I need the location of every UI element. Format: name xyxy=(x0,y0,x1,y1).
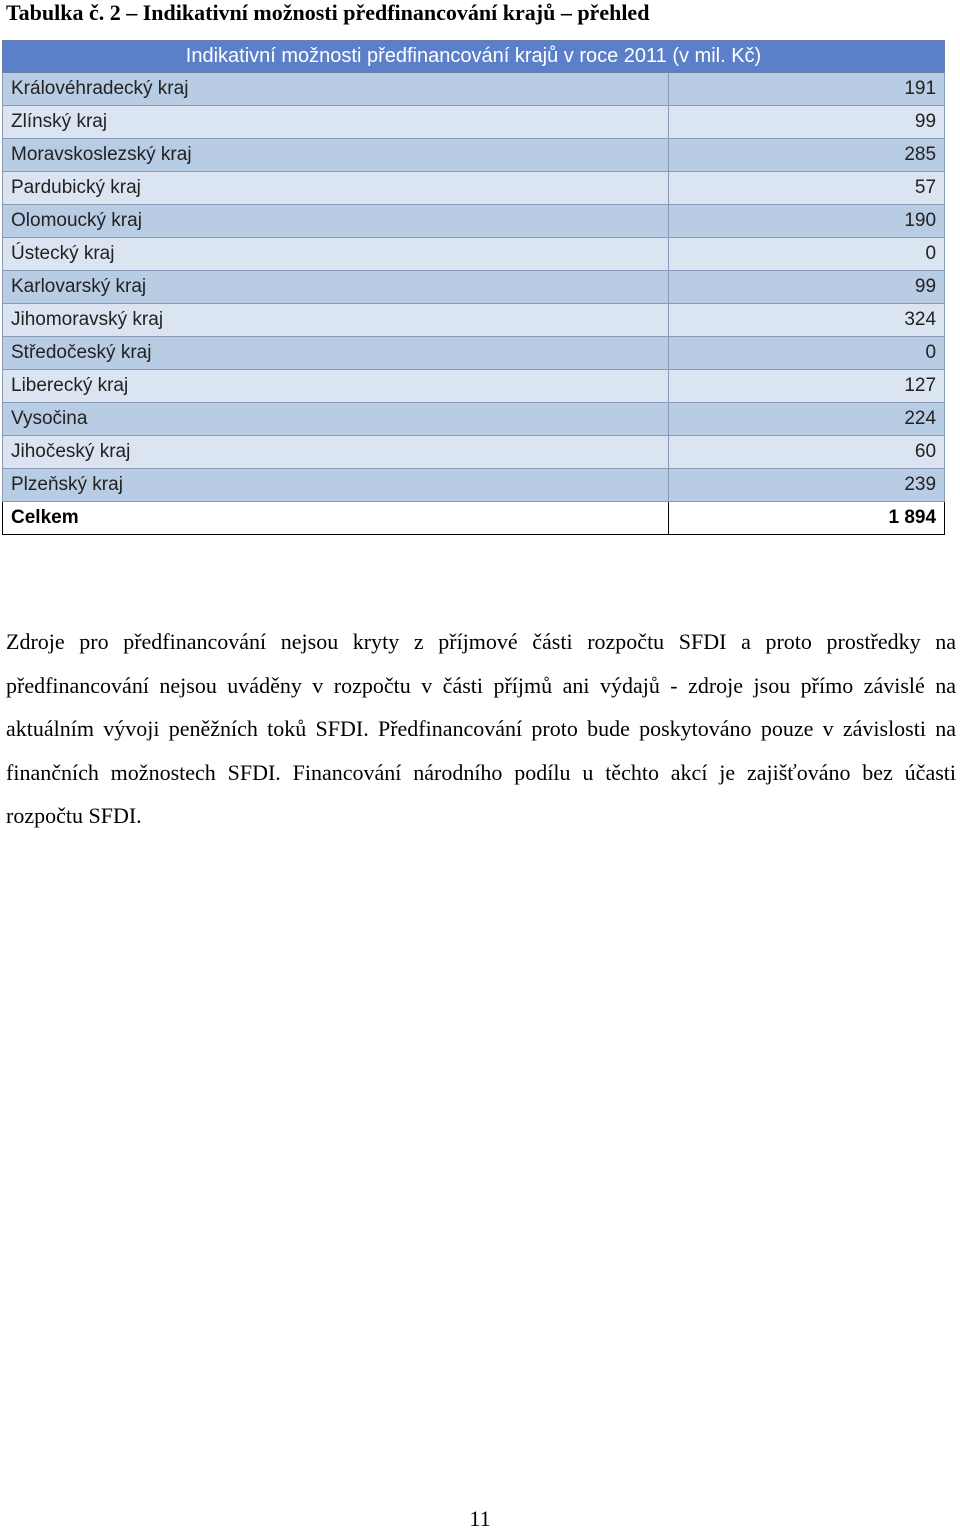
region-value: 0 xyxy=(669,337,945,370)
region-name: Plzeňský kraj xyxy=(3,469,669,502)
table-row xyxy=(3,370,945,403)
region-name: Jihomoravský kraj xyxy=(3,304,669,337)
table-row xyxy=(3,403,945,436)
table-row xyxy=(3,139,945,172)
table-row xyxy=(3,73,945,106)
region-name: Jihočeský kraj xyxy=(3,436,669,469)
table-row xyxy=(3,172,945,205)
table-header: Indikativní možnosti předfinancování krajů v roce 2011 (v mil. Kč) xyxy=(3,41,945,73)
region-value: 60 xyxy=(669,436,945,469)
table-row xyxy=(3,271,945,304)
total-row xyxy=(3,502,945,535)
region-value: 99 xyxy=(669,106,945,139)
region-value: 99 xyxy=(669,271,945,304)
total-label: Celkem xyxy=(3,502,669,535)
region-name: Olomoucký kraj xyxy=(3,205,669,238)
region-value: 324 xyxy=(669,304,945,337)
region-name: Středočeský kraj xyxy=(3,337,669,370)
page-number: 11 xyxy=(469,1506,491,1531)
region-value: 190 xyxy=(669,205,945,238)
region-value: 0 xyxy=(669,238,945,271)
table-row xyxy=(3,106,945,139)
region-name: Vysočina xyxy=(3,403,669,436)
table-caption: Tabulka č. 2 – Indikativní možnosti předfinancování krajů – přehled xyxy=(6,0,650,25)
region-value: 191 xyxy=(669,73,945,106)
region-value: 285 xyxy=(669,139,945,172)
region-name: Královéhradecký kraj xyxy=(3,73,669,106)
body-paragraph: Zdroje pro předfinancování nejsou kryty z příjmové části rozpočtu SFDI a proto prostředky na předfinancování nejsou uváděny v rozpočtu v části příjmů ani výdajů - zdroje jsou přímo závislé na aktuálním vývoji peněžních toků SFDI. Předfinancování proto bude poskytováno pouze v závislosti na finančních možnostech SFDI. Financování národního podílu u těchto akcí je zajišťováno bez účasti rozpočtu SFDI. xyxy=(6,629,956,828)
table-row xyxy=(3,469,945,502)
regions-table xyxy=(2,40,945,535)
region-name: Moravskoslezský kraj xyxy=(3,139,669,172)
region-value: 127 xyxy=(669,370,945,403)
total-value: 1 894 xyxy=(669,502,945,535)
region-value: 57 xyxy=(669,172,945,205)
region-name: Karlovarský kraj xyxy=(3,271,669,304)
table-row xyxy=(3,436,945,469)
region-value: 224 xyxy=(669,403,945,436)
table-row xyxy=(3,238,945,271)
region-name: Ústecký kraj xyxy=(3,238,669,271)
region-name: Liberecký kraj xyxy=(3,370,669,403)
region-name: Zlínský kraj xyxy=(3,106,669,139)
table-container xyxy=(2,40,944,535)
region-value: 239 xyxy=(669,469,945,502)
table-row xyxy=(3,304,945,337)
region-name: Pardubický kraj xyxy=(3,172,669,205)
table-row xyxy=(3,337,945,370)
table-row xyxy=(3,205,945,238)
